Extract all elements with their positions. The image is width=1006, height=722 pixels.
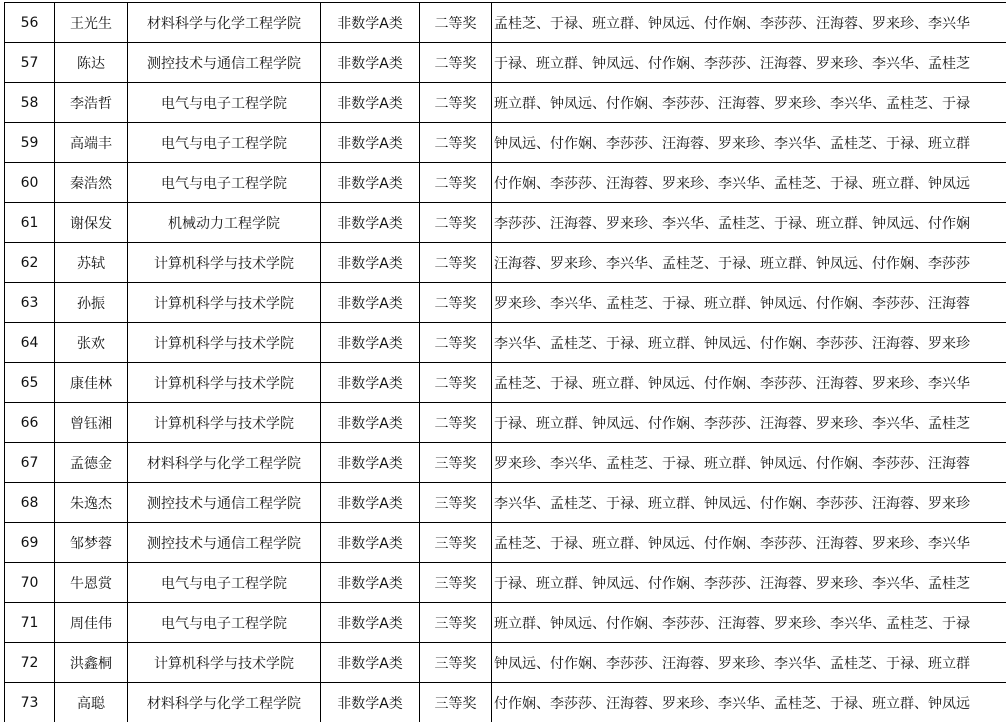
student-name-cell: 张欢 [55, 323, 128, 363]
college-cell: 计算机科学与技术学院 [128, 643, 321, 683]
award-level-cell: 三等奖 [420, 603, 492, 643]
student-name-cell: 洪鑫桐 [55, 643, 128, 683]
college-cell: 计算机科学与技术学院 [128, 243, 321, 283]
row-number-cell: 58 [5, 83, 55, 123]
contest-category-cell: 非数学A类 [321, 83, 420, 123]
contest-category-cell: 非数学A类 [321, 603, 420, 643]
award-table-body [5, 3, 1006, 722]
table-row [5, 283, 1006, 323]
table-row [5, 563, 1006, 603]
table-row [5, 203, 1006, 243]
college-cell: 计算机科学与技术学院 [128, 363, 321, 403]
row-number-cell: 71 [5, 603, 55, 643]
advisors-cell: 于禄、班立群、钟凤远、付作娴、李莎莎、汪海蓉、罗来珍、李兴华、孟桂芝 [492, 563, 1006, 603]
college-cell: 计算机科学与技术学院 [128, 403, 321, 443]
student-name-cell: 邹梦蓉 [55, 523, 128, 563]
table-row [5, 523, 1006, 563]
table-row [5, 643, 1006, 683]
table-row [5, 163, 1006, 203]
advisors-cell: 孟桂芝、于禄、班立群、钟凤远、付作娴、李莎莎、汪海蓉、罗来珍、李兴华 [492, 363, 1006, 403]
contest-category-cell: 非数学A类 [321, 283, 420, 323]
advisors-cell: 班立群、钟凤远、付作娴、李莎莎、汪海蓉、罗来珍、李兴华、孟桂芝、于禄 [492, 603, 1006, 643]
award-level-cell: 二等奖 [420, 43, 492, 83]
award-level-cell: 二等奖 [420, 83, 492, 123]
award-level-cell: 二等奖 [420, 203, 492, 243]
row-number-cell: 64 [5, 323, 55, 363]
award-level-cell: 三等奖 [420, 483, 492, 523]
contest-category-cell: 非数学A类 [321, 163, 420, 203]
student-name-cell: 曾钰湘 [55, 403, 128, 443]
student-name-cell: 王光生 [55, 3, 128, 43]
row-number-cell: 59 [5, 123, 55, 163]
award-level-cell: 二等奖 [420, 323, 492, 363]
contest-category-cell: 非数学A类 [321, 3, 420, 43]
table-row [5, 403, 1006, 443]
student-name-cell: 高聪 [55, 683, 128, 722]
table-row [5, 683, 1006, 722]
college-cell: 计算机科学与技术学院 [128, 323, 321, 363]
college-cell: 电气与电子工程学院 [128, 83, 321, 123]
contest-category-cell: 非数学A类 [321, 243, 420, 283]
contest-category-cell: 非数学A类 [321, 203, 420, 243]
award-level-cell: 二等奖 [420, 123, 492, 163]
row-number-cell: 67 [5, 443, 55, 483]
student-name-cell: 李浩哲 [55, 83, 128, 123]
advisors-cell: 于禄、班立群、钟凤远、付作娴、李莎莎、汪海蓉、罗来珍、李兴华、孟桂芝 [492, 403, 1006, 443]
row-number-cell: 60 [5, 163, 55, 203]
advisors-cell: 付作娴、李莎莎、汪海蓉、罗来珍、李兴华、孟桂芝、于禄、班立群、钟凤远 [492, 163, 1006, 203]
college-cell: 电气与电子工程学院 [128, 563, 321, 603]
college-cell: 电气与电子工程学院 [128, 163, 321, 203]
contest-category-cell: 非数学A类 [321, 323, 420, 363]
student-name-cell: 朱逸杰 [55, 483, 128, 523]
advisors-cell: 罗来珍、李兴华、孟桂芝、于禄、班立群、钟凤远、付作娴、李莎莎、汪海蓉 [492, 283, 1006, 323]
contest-category-cell: 非数学A类 [321, 363, 420, 403]
table-row [5, 363, 1006, 403]
student-name-cell: 高端丰 [55, 123, 128, 163]
award-table [4, 2, 1006, 722]
award-level-cell: 三等奖 [420, 523, 492, 563]
advisors-cell: 于禄、班立群、钟凤远、付作娴、李莎莎、汪海蓉、罗来珍、李兴华、孟桂芝 [492, 43, 1006, 83]
table-row [5, 443, 1006, 483]
row-number-cell: 62 [5, 243, 55, 283]
table-row [5, 43, 1006, 83]
award-level-cell: 二等奖 [420, 283, 492, 323]
table-row [5, 3, 1006, 43]
college-cell: 电气与电子工程学院 [128, 123, 321, 163]
college-cell: 测控技术与通信工程学院 [128, 523, 321, 563]
table-row [5, 123, 1006, 163]
contest-category-cell: 非数学A类 [321, 483, 420, 523]
student-name-cell: 秦浩然 [55, 163, 128, 203]
table-row [5, 83, 1006, 123]
advisors-cell: 付作娴、李莎莎、汪海蓉、罗来珍、李兴华、孟桂芝、于禄、班立群、钟凤远 [492, 683, 1006, 722]
table-row [5, 243, 1006, 283]
award-level-cell: 二等奖 [420, 403, 492, 443]
row-number-cell: 63 [5, 283, 55, 323]
contest-category-cell: 非数学A类 [321, 123, 420, 163]
college-cell: 材料科学与化学工程学院 [128, 683, 321, 722]
award-level-cell: 二等奖 [420, 3, 492, 43]
award-level-cell: 二等奖 [420, 163, 492, 203]
college-cell: 材料科学与化学工程学院 [128, 3, 321, 43]
contest-category-cell: 非数学A类 [321, 43, 420, 83]
contest-category-cell: 非数学A类 [321, 683, 420, 722]
award-level-cell: 二等奖 [420, 243, 492, 283]
row-number-cell: 56 [5, 3, 55, 43]
row-number-cell: 57 [5, 43, 55, 83]
row-number-cell: 70 [5, 563, 55, 603]
advisors-cell: 孟桂芝、于禄、班立群、钟凤远、付作娴、李莎莎、汪海蓉、罗来珍、李兴华 [492, 523, 1006, 563]
table-row [5, 603, 1006, 643]
row-number-cell: 69 [5, 523, 55, 563]
advisors-cell: 罗来珍、李兴华、孟桂芝、于禄、班立群、钟凤远、付作娴、李莎莎、汪海蓉 [492, 443, 1006, 483]
advisors-cell: 李莎莎、汪海蓉、罗来珍、李兴华、孟桂芝、于禄、班立群、钟凤远、付作娴 [492, 203, 1006, 243]
award-level-cell: 三等奖 [420, 683, 492, 722]
row-number-cell: 61 [5, 203, 55, 243]
contest-category-cell: 非数学A类 [321, 443, 420, 483]
student-name-cell: 孟德金 [55, 443, 128, 483]
table-row [5, 483, 1006, 523]
award-level-cell: 三等奖 [420, 643, 492, 683]
student-name-cell: 牛恩赏 [55, 563, 128, 603]
advisors-cell: 班立群、钟凤远、付作娴、李莎莎、汪海蓉、罗来珍、李兴华、孟桂芝、于禄 [492, 83, 1006, 123]
college-cell: 测控技术与通信工程学院 [128, 483, 321, 523]
award-level-cell: 三等奖 [420, 563, 492, 603]
award-level-cell: 二等奖 [420, 363, 492, 403]
student-name-cell: 苏轼 [55, 243, 128, 283]
row-number-cell: 65 [5, 363, 55, 403]
college-cell: 计算机科学与技术学院 [128, 283, 321, 323]
advisors-cell: 孟桂芝、于禄、班立群、钟凤远、付作娴、李莎莎、汪海蓉、罗来珍、李兴华 [492, 3, 1006, 43]
contest-category-cell: 非数学A类 [321, 403, 420, 443]
table-row [5, 323, 1006, 363]
college-cell: 材料科学与化学工程学院 [128, 443, 321, 483]
student-name-cell: 陈达 [55, 43, 128, 83]
row-number-cell: 66 [5, 403, 55, 443]
contest-category-cell: 非数学A类 [321, 563, 420, 603]
college-cell: 机械动力工程学院 [128, 203, 321, 243]
row-number-cell: 72 [5, 643, 55, 683]
row-number-cell: 73 [5, 683, 55, 722]
row-number-cell: 68 [5, 483, 55, 523]
contest-category-cell: 非数学A类 [321, 643, 420, 683]
advisors-cell: 李兴华、孟桂芝、于禄、班立群、钟凤远、付作娴、李莎莎、汪海蓉、罗来珍 [492, 323, 1006, 363]
student-name-cell: 康佳林 [55, 363, 128, 403]
advisors-cell: 钟凤远、付作娴、李莎莎、汪海蓉、罗来珍、李兴华、孟桂芝、于禄、班立群 [492, 123, 1006, 163]
contest-category-cell: 非数学A类 [321, 523, 420, 563]
student-name-cell: 谢保发 [55, 203, 128, 243]
advisors-cell: 李兴华、孟桂芝、于禄、班立群、钟凤远、付作娴、李莎莎、汪海蓉、罗来珍 [492, 483, 1006, 523]
award-level-cell: 三等奖 [420, 443, 492, 483]
advisors-cell: 钟凤远、付作娴、李莎莎、汪海蓉、罗来珍、李兴华、孟桂芝、于禄、班立群 [492, 643, 1006, 683]
college-cell: 电气与电子工程学院 [128, 603, 321, 643]
student-name-cell: 周佳伟 [55, 603, 128, 643]
advisors-cell: 汪海蓉、罗来珍、李兴华、孟桂芝、于禄、班立群、钟凤远、付作娴、李莎莎 [492, 243, 1006, 283]
college-cell: 测控技术与通信工程学院 [128, 43, 321, 83]
student-name-cell: 孙振 [55, 283, 128, 323]
